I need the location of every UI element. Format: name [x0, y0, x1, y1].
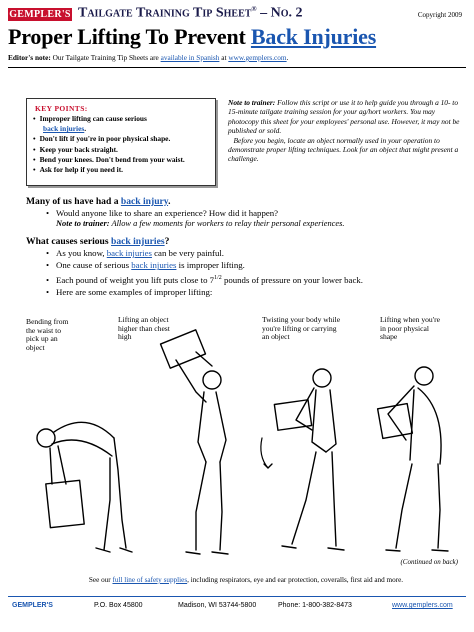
section1-note-text: Allow a few moments for workers to relay their personal experiences.	[109, 219, 345, 229]
section-share-experience	[26, 196, 344, 228]
b2-pre: One cause of serious	[56, 260, 132, 271]
header-divider	[8, 67, 466, 68]
editor-note-label: Editor's note:	[8, 53, 51, 62]
section-causes	[26, 236, 363, 298]
key-point-2: • Don't lift if you're in poor physical shape.	[33, 134, 185, 144]
section2-bullet-2: • One cause of serious back injuries is improper lifting.	[46, 260, 245, 271]
b1-link[interactable]: back injuries	[106, 248, 152, 258]
trainer-note-p1: Follow this script or use it to help guide you through a 10- to 15-minute tailgate training session for your ag/hort workers. You may photocopy this sheet for your employees' personal use. However, it may not be published or sold.	[228, 98, 460, 136]
editor-note-at: at	[219, 53, 229, 62]
footer-brand: GEMPLER'S	[12, 602, 53, 609]
section2-bullet-3: • Each pound of weight you lift puts close to $7^{1/2}$ pounds of pressure on your lower back.	[46, 274, 363, 285]
supplies-line	[26, 576, 466, 584]
section2-back-injuries-link[interactable]: back injuries	[111, 236, 165, 247]
supplies-post: , including respirators, eye and ear protection, coveralls, first aid and more.	[187, 576, 404, 584]
footer-city: Madison, WI 53744-5800	[178, 602, 257, 609]
section2-heading-text: What causes serious	[26, 236, 112, 247]
series-name: Tailgate Training Tip Sheet	[78, 5, 252, 21]
b4-text: Here are some examples of improper lifting:	[56, 286, 213, 297]
key-point-5: • Ask for help if you need it.	[33, 165, 185, 175]
editor-note-text: Our Tailgate Training Tip Sheets are	[50, 53, 161, 62]
caption-twisting: Twisting your body while you're lifting or carrying an object	[262, 315, 341, 342]
key-point-1-text: Improper lifting can cause serious	[39, 114, 147, 123]
copyright: Copyright 2009	[417, 11, 462, 19]
b2-post: is improper lifting.	[176, 260, 245, 271]
series-title	[78, 5, 303, 22]
spanish-link[interactable]: available in Spanish	[160, 53, 220, 62]
series-number: – No. 2	[260, 5, 303, 21]
section1-heading-end: .	[168, 196, 171, 207]
section2-bullet-1: • As you know, back injuries can be very painful.	[46, 248, 225, 258]
b1-pre: As you know,	[56, 248, 107, 258]
footer-po-box: P.O. Box 45800	[94, 602, 143, 609]
title-text: Proper Lifting To Prevent	[8, 24, 251, 49]
continued-note: (Continued on back)	[400, 558, 458, 566]
bending-worker-illustration	[26, 360, 136, 560]
safety-supplies-link[interactable]: full line of safety supplies	[112, 576, 188, 584]
caption-poor-shape: Lifting when you're in poor physical shape	[380, 315, 440, 342]
trainer-note-label: Note to trainer:	[228, 98, 276, 107]
key-point-1-cont: back injuries.	[43, 124, 87, 134]
gemplers-logo: GEMPLER'S	[9, 9, 71, 20]
caption-lifting-high: Lifting an object higher than chest high	[118, 315, 170, 342]
poor-shape-worker-illustration	[366, 360, 466, 560]
gemplers-link[interactable]: www.gemplers.com	[228, 53, 287, 62]
registered-mark: ®	[251, 5, 257, 13]
b1-post: can be very painful.	[151, 248, 225, 258]
section1-note-label: Note to trainer:	[56, 219, 110, 229]
footer-website-link[interactable]: www.gemplers.com	[392, 602, 453, 609]
section1-heading-text: Many of us have had a	[26, 196, 121, 207]
supplies-pre: See our	[88, 576, 113, 584]
page-title	[8, 24, 376, 50]
key-point-back-injuries-link[interactable]: back injuries	[43, 124, 85, 134]
editor-note-end: .	[286, 53, 289, 62]
section2-bullets	[26, 247, 363, 298]
key-point-4: • Bend your knees. Don't bend from your waist.	[33, 155, 185, 165]
key-points-list	[33, 114, 185, 175]
section1-bullet: • Would anyone like to share an experience? How did it happen?	[46, 208, 279, 218]
footer-phone: Phone: 1-800-382-8473	[278, 602, 352, 609]
key-points-title: KEY POINTS:	[35, 104, 88, 113]
trainer-note	[228, 98, 464, 164]
section1-note	[26, 219, 344, 228]
section2-bullet-4: • Here are some examples of improper lifting:	[46, 286, 213, 297]
key-point-1	[33, 114, 185, 124]
section1-bullet-text: Would anyone like to share an experience? How did it happen?	[56, 208, 279, 218]
title-link-back-injuries[interactable]: Back Injuries	[250, 24, 377, 49]
overhead-lift-worker-illustration	[156, 322, 246, 562]
section1-heading	[26, 196, 344, 207]
section1-back-injury-link[interactable]: back injury	[120, 196, 169, 207]
trainer-note-p2: Before you begin, locate an object normally used in your operation to demonstrate proper lifting techniques. Look for an object that might present a challenge.	[228, 135, 459, 164]
section2-heading-end: ?	[164, 236, 170, 247]
b3-post: pounds of pressure on your lower back.	[221, 274, 363, 285]
caption-bending: Bending from the waist to pick up an object	[26, 317, 69, 352]
b2-link[interactable]: back injuries	[131, 260, 177, 271]
key-points-box	[26, 98, 216, 186]
key-point-3: • Keep your back straight.	[33, 145, 185, 155]
editor-note	[8, 53, 288, 62]
footer	[8, 596, 466, 611]
section2-heading	[26, 236, 363, 247]
b3-pre: Each pound of weight you lift puts close to 7	[56, 274, 215, 285]
b3-fraction: 1/2	[214, 274, 222, 281]
twisting-worker-illustration	[256, 360, 356, 560]
